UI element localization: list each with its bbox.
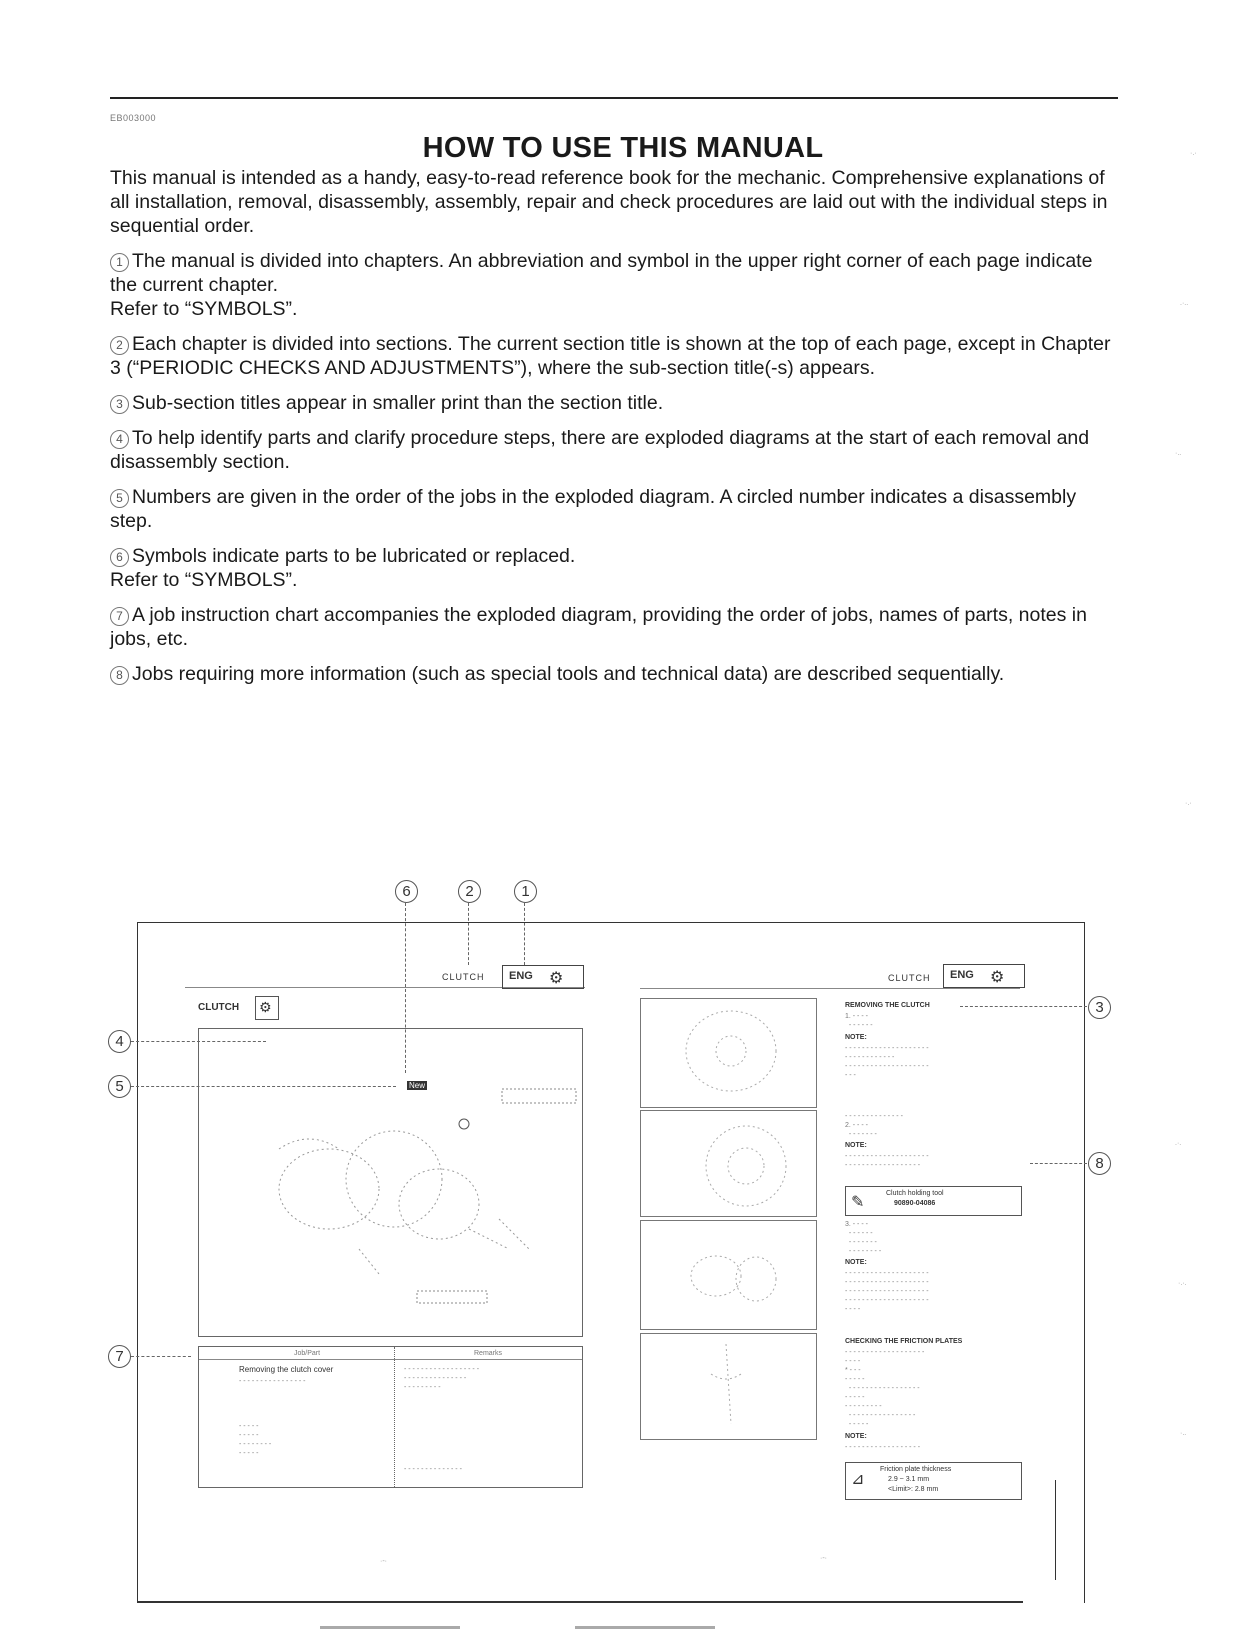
clutch-glyph-icon: ⚙: [259, 999, 272, 1015]
header-rule: [110, 97, 1118, 99]
item-text: Sub-section titles appear in smaller print than the section title.: [132, 392, 664, 414]
spec-limit: <Limit>: 2.8 mm: [888, 1486, 939, 1493]
spec-value: 2.9 ~ 3.1 mm: [888, 1476, 930, 1483]
right-page-number: ·-·: [820, 1555, 827, 1562]
wrench-icon: ✎: [851, 1194, 865, 1211]
chart-header-rule: [199, 1359, 582, 1360]
special-tool-number: 90890-04086: [894, 1200, 936, 1207]
right-steps-1: 1. - - - - - - - - - -: [845, 1013, 873, 1029]
item-4: [110, 426, 1120, 474]
left-chapter-box: [502, 965, 584, 989]
callout-8: 8: [1088, 1152, 1111, 1175]
item-reference: Refer to “SYMBOLS”.: [110, 298, 298, 320]
right-chapter-badge: ENG: [950, 969, 974, 981]
right-note-2-text: - - - - - - - - - - - - - - - - - - - - - - - - - - - - - - - - - - - - - -: [845, 1153, 929, 1169]
leader-7: [131, 1356, 191, 1357]
item-text: Numbers are given in the order of the jobs in the exploded diagram. A circled number indicates a disassembly step.: [110, 486, 1077, 532]
photo-1-drawing: [641, 999, 816, 1107]
item-7: [110, 603, 1120, 651]
item-number-circle: 5: [110, 489, 129, 508]
left-section-label: CLUTCH: [442, 972, 485, 982]
engine-symbol-icon: ⚙: [990, 969, 1005, 986]
chart-heading: Removing the clutch cover: [239, 1365, 334, 1374]
right-note-4: NOTE:: [845, 1433, 867, 1440]
item-number-circle: 7: [110, 607, 129, 626]
item-number-circle: 1: [110, 253, 129, 272]
scan-bottom-mark: [320, 1626, 460, 1629]
right-note-3: NOTE:: [845, 1259, 867, 1266]
item-5: [110, 485, 1120, 533]
item-text: Each chapter is divided into sections. The current section title is shown at the top of each page, except in Chapter 3 (“PERIODIC CHECKS AND ADJUSTMENTS”), where the sub-section title(-s) appears.: [110, 333, 1111, 379]
item-reference: Refer to “SYMBOLS”.: [110, 569, 298, 591]
right-chapter-box: [943, 964, 1025, 988]
item-text: Symbols indicate parts to be lubricated or replaced.: [132, 545, 576, 567]
item-6: [110, 544, 1120, 592]
photo-3: [640, 1220, 817, 1330]
right-steps-2: - - - - - - - - - - - - - - 2. - - - - - - - - - - -: [845, 1113, 903, 1138]
item-3: [110, 391, 1120, 415]
photo-2-drawing: [641, 1111, 816, 1216]
item-number-circle: 4: [110, 430, 129, 449]
chart-column-divider: [394, 1347, 395, 1487]
photo-2: [640, 1110, 817, 1217]
figure-frame-bottom: [137, 1601, 1023, 1603]
item-text: A job instruction chart accompanies the exploded diagram, providing the order of jobs, names of parts, notes in jobs, etc.: [110, 604, 1087, 650]
item-number-circle: 2: [110, 336, 129, 355]
right-note-1: NOTE:: [845, 1034, 867, 1041]
item-text: To help identify parts and clarify procedure steps, there are exploded diagrams at the start of each removal and disassembly section.: [110, 427, 1090, 473]
engine-symbol-icon: ⚙: [549, 970, 564, 987]
body-text: [110, 166, 1120, 697]
intro-paragraph: This manual is intended as a handy, easy-to-read reference book for the mechanic. Comprehensive explanations of all installation, removal, disassembly, assembly, repair and check procedures are laid out with the individual steps in sequential order.: [110, 167, 1108, 237]
new-part-badge: New: [409, 1081, 426, 1090]
right-header-rule: [640, 988, 1020, 989]
spec-box: [845, 1462, 1022, 1500]
chart-column-job: Job/Part: [294, 1350, 321, 1357]
item-1: [110, 249, 1120, 321]
right-note-3-text: - - - - - - - - - - - - - - - - - - - - - - - - - - - - - - - - - - - - - - - - - - - - - - - - - - - - - - - - - - - - - - - - - - - - - - - - - - - - - - - - - - - -: [845, 1270, 929, 1313]
chart-row-text: - - - - - - - - - - - - - - - -: [239, 1378, 306, 1385]
spec-title: Friction plate thickness: [880, 1466, 952, 1473]
item-number-circle: 8: [110, 666, 129, 685]
scan-mark: ·.·.: [1178, 1280, 1187, 1287]
page-title: HOW TO USE THIS MANUAL: [422, 132, 824, 164]
right-heading-checking: CHECKING THE FRICTION PLATES: [845, 1338, 963, 1345]
item-text: The manual is divided into chapters. An abbreviation and symbol in the upper right corner of each page indicate the current chapter.: [110, 250, 1093, 296]
right-note-4-text: - - - - - - - - - - - - - - - - - -: [845, 1444, 921, 1451]
photo-1: [640, 998, 817, 1108]
photo-4-drawing: [641, 1334, 816, 1439]
photo-4: [640, 1333, 817, 1440]
exploded-diagram-drawing: [199, 1029, 582, 1336]
right-page-edge: [1055, 1480, 1056, 1580]
chart-remarks-text: - - - - - - - - - - - - - - - - - - - - - - - - - - - - - - - - - - - - - - - - - -: [404, 1366, 480, 1391]
scan-mark: .·..: [1180, 300, 1189, 307]
left-page-number: ·-·: [380, 1558, 387, 1565]
right-steps-3: 3. - - - - - - - - - - - - - - - - - - - - - - - - -: [845, 1221, 882, 1255]
right-section-label: CLUTCH: [888, 973, 931, 983]
special-tool-name: Clutch holding tool: [886, 1190, 944, 1197]
exploded-diagram-box: [198, 1028, 583, 1337]
left-chapter-badge: ENG: [509, 970, 533, 982]
clutch-symbol-icon: [255, 996, 279, 1020]
leader-8: [1030, 1163, 1087, 1164]
right-check-steps: - - - - - - - - - - - - - - - - - - - - - - - * - - - - - - - - - - - - - - - - - - - - - - - - - - - - - - - - - - - - - - - - - - - - - - - - - - - - - - - - - - - -: [845, 1349, 925, 1428]
right-heading-removing: REMOVING THE CLUTCH: [845, 1002, 930, 1009]
callout-2: 2: [458, 880, 481, 903]
chart-rows: - - - - - - - - - - - - - - - - - - - - - - -: [239, 1423, 272, 1457]
item-number-circle: 3: [110, 395, 129, 414]
callout-6: 6: [395, 880, 418, 903]
leader-3: [960, 1006, 1087, 1007]
callout-7: 7: [108, 1345, 131, 1368]
scan-mark: .·.: [1175, 1140, 1182, 1147]
scan-mark: ·.·: [1190, 150, 1197, 157]
item-2: [110, 332, 1120, 380]
special-tool-box: [845, 1186, 1022, 1216]
item-8: [110, 662, 1120, 686]
callout-1: 1: [514, 880, 537, 903]
left-subsection-label: CLUTCH: [198, 1002, 240, 1013]
chart-footnote: - - - - - - - - - - - - - -: [404, 1466, 462, 1473]
item-text: Jobs requiring more information (such as special tools and technical data) are described sequentially.: [132, 663, 1005, 685]
callout-3: 3: [1088, 996, 1111, 1019]
callout-4: 4: [108, 1030, 131, 1053]
scan-mark: ·.·: [1185, 800, 1192, 807]
right-note-1-text: - - - - - - - - - - - - - - - - - - - - - - - - - - - - - - - - - - - - - - - - - - - - - - - - - - - - - - -: [845, 1045, 929, 1079]
scan-bottom-mark: [575, 1626, 715, 1629]
caliper-icon: ⊿: [851, 1471, 865, 1488]
scan-mark: ·..: [1175, 450, 1182, 457]
scan-mark: ·..: [1180, 1430, 1187, 1437]
item-number-circle: 6: [110, 548, 129, 567]
right-note-2: NOTE:: [845, 1142, 867, 1149]
photo-3-drawing: [641, 1221, 816, 1329]
job-instruction-chart: [198, 1346, 583, 1488]
chart-column-remarks: Remarks: [474, 1350, 503, 1357]
document-code: EB003000: [110, 113, 157, 123]
callout-5: 5: [108, 1075, 131, 1098]
